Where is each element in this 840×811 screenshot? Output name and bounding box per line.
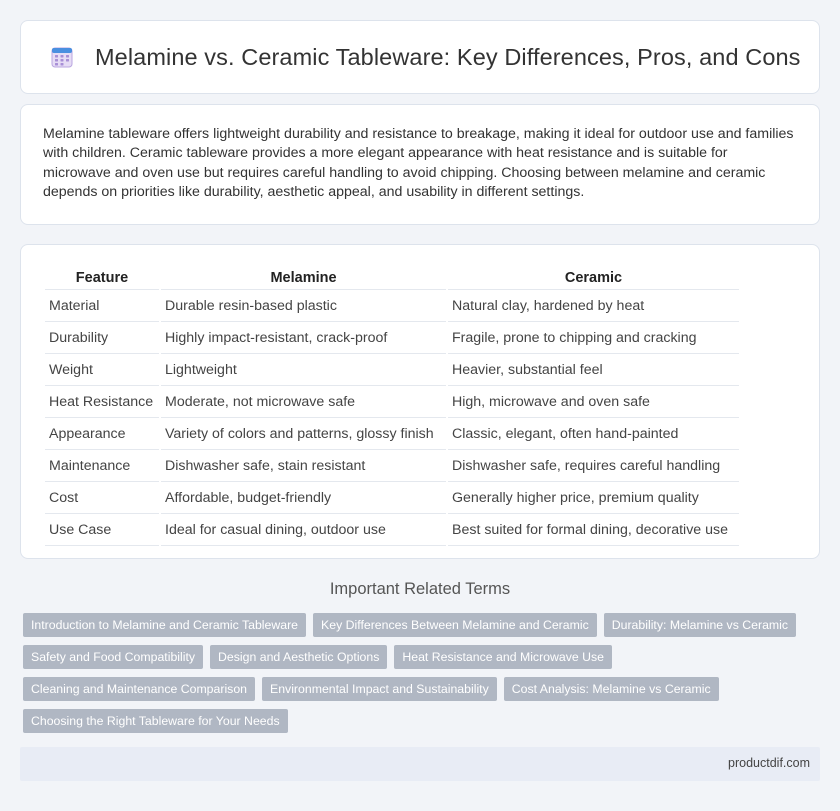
feature-cell: Appearance [45, 420, 159, 450]
ceramic-cell: Dishwasher safe, requires careful handling [448, 452, 739, 482]
table-header-row [45, 267, 739, 290]
feature-cell: Use Case [45, 516, 159, 546]
table-row [45, 292, 739, 322]
table-row [45, 484, 739, 514]
related-term-tag[interactable]: Safety and Food Compatibility [23, 645, 203, 669]
related-term-tag[interactable]: Design and Aesthetic Options [210, 645, 387, 669]
related-term-tag[interactable]: Heat Resistance and Microwave Use [394, 645, 612, 669]
related-terms-title: Important Related Terms [329, 580, 511, 598]
feature-cell: Maintenance [45, 452, 159, 482]
related-term-tag[interactable]: Cost Analysis: Melamine vs Ceramic [504, 677, 719, 701]
footer-site: productdif.com [728, 756, 810, 770]
intro-card [20, 104, 820, 225]
feature-cell: Material [45, 292, 159, 322]
melamine-cell: Durable resin-based plastic [161, 292, 446, 322]
feature-cell: Heat Resistance [45, 388, 159, 418]
header-melamine: Melamine [161, 267, 446, 290]
related-term-tag[interactable]: Introduction to Melamine and Ceramic Tableware [23, 613, 306, 637]
table-row [45, 452, 739, 482]
ceramic-cell: High, microwave and oven safe [448, 388, 739, 418]
table-row [45, 356, 739, 386]
melamine-cell: Highly impact-resistant, crack-proof [161, 324, 446, 354]
feature-cell: Cost [45, 484, 159, 514]
ceramic-cell: Best suited for formal dining, decorative use [448, 516, 739, 546]
related-term-tag[interactable]: Key Differences Between Melamine and Ceramic [313, 613, 597, 637]
ceramic-cell: Fragile, prone to chipping and cracking [448, 324, 739, 354]
feature-cell: Weight [45, 356, 159, 386]
related-term-tag[interactable]: Environmental Impact and Sustainability [262, 677, 497, 701]
melamine-cell: Dishwasher safe, stain resistant [161, 452, 446, 482]
header-feature: Feature [45, 267, 159, 290]
table-row [45, 420, 739, 450]
related-term-tag[interactable]: Choosing the Right Tableware for Your Needs [23, 709, 288, 733]
page-title: Melamine vs. Ceramic Tableware: Key Differences, Pros, and Cons [95, 43, 801, 70]
melamine-cell: Lightweight [161, 356, 446, 386]
header-card [20, 20, 820, 94]
related-terms-list [20, 613, 800, 733]
related-term-tag[interactable]: Cleaning and Maintenance Comparison [23, 677, 255, 701]
melamine-cell: Affordable, budget-friendly [161, 484, 446, 514]
intro-text: Melamine tableware offers lightweight durability and resistance to breakage, making it ideal for outdoor use and families with children. Ceramic tableware provides a more elegant appearance with heat resistance and is suitable for microwave and oven use but requires careful handling to avoid chipping. Choosing between melamine and ceramic depends on priorities like durability, aesthetic appeal, and usability in different settings. [43, 126, 794, 200]
ceramic-cell: Classic, elegant, often hand-painted [448, 420, 739, 450]
footer [20, 747, 820, 781]
header-ceramic: Ceramic [448, 267, 739, 290]
ceramic-cell: Heavier, substantial feel [448, 356, 739, 386]
comparison-table [43, 265, 741, 548]
ceramic-cell: Generally higher price, premium quality [448, 484, 739, 514]
table-row [45, 388, 739, 418]
calendar-icon [49, 44, 75, 70]
related-term-tag[interactable]: Durability: Melamine vs Ceramic [604, 613, 796, 637]
feature-cell: Durability [45, 324, 159, 354]
melamine-cell: Moderate, not microwave safe [161, 388, 446, 418]
related-terms-section [20, 580, 820, 733]
melamine-cell: Ideal for casual dining, outdoor use [161, 516, 446, 546]
table-row [45, 324, 739, 354]
melamine-cell: Variety of colors and patterns, glossy finish [161, 420, 446, 450]
comparison-card [20, 244, 820, 559]
table-row [45, 516, 739, 546]
ceramic-cell: Natural clay, hardened by heat [448, 292, 739, 322]
